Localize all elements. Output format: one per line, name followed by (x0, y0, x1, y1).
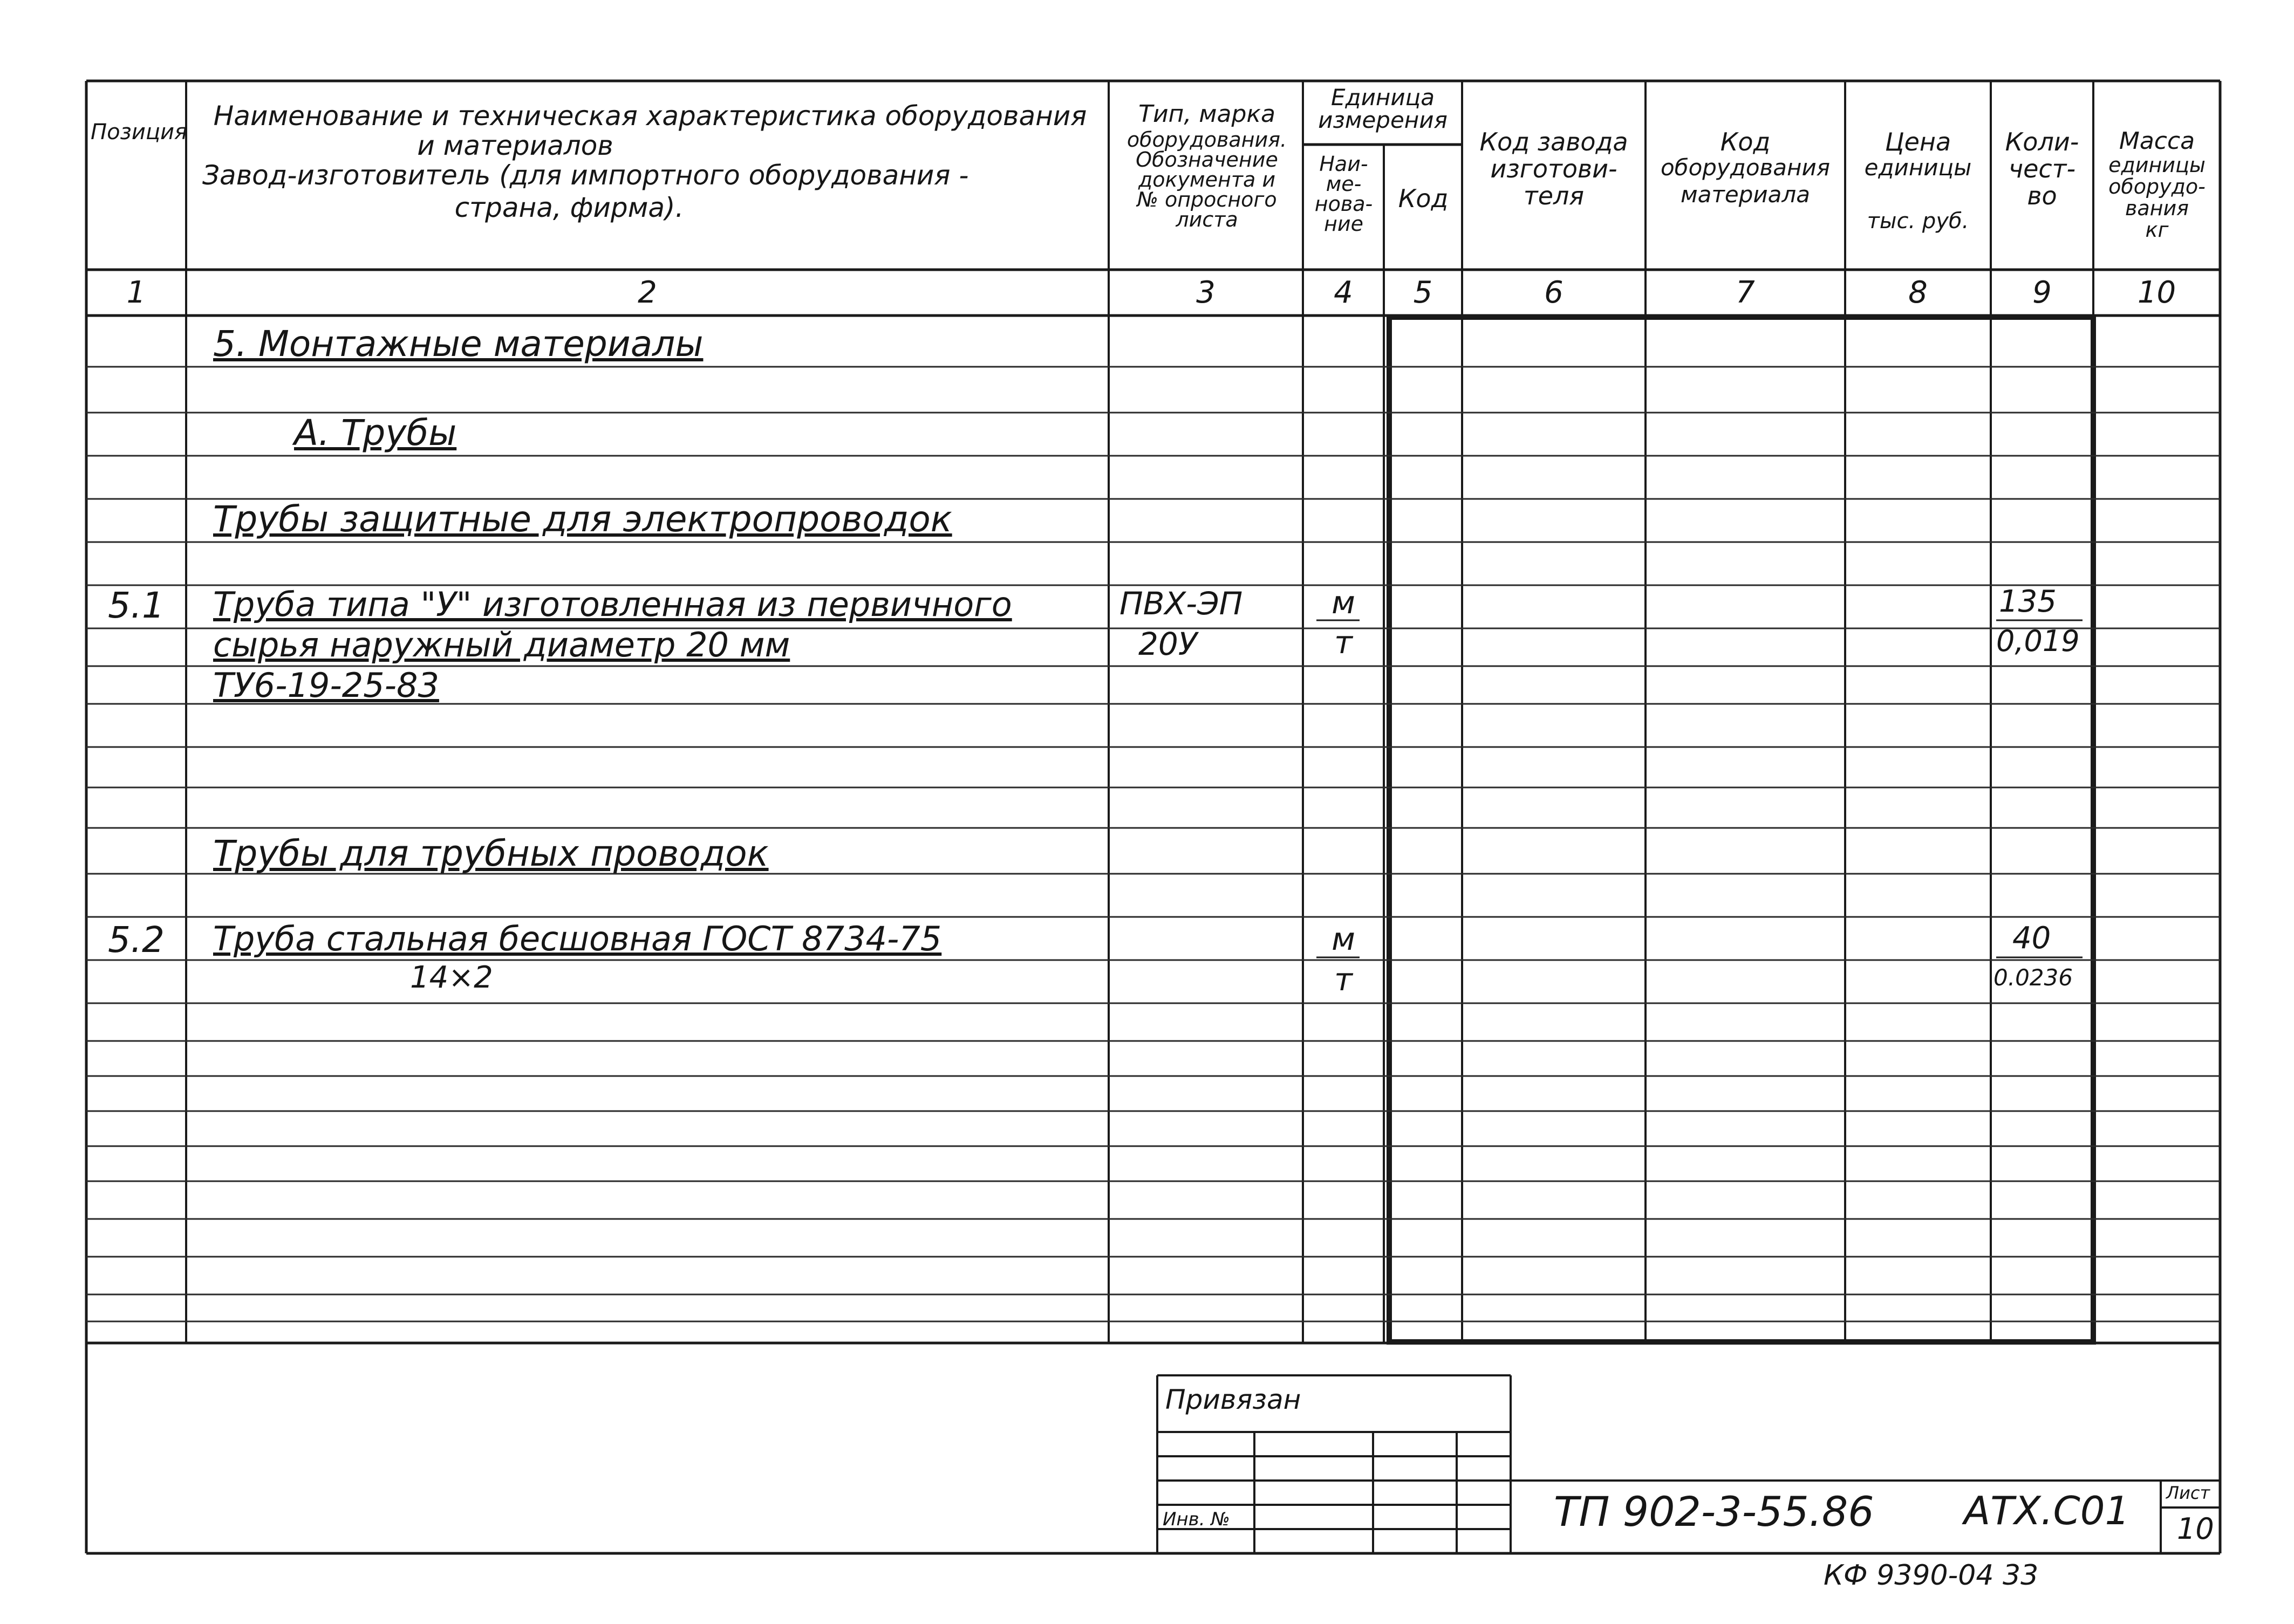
col-number-9: 9 (2032, 275, 2052, 310)
header-unit-name-l1: Наи- (1319, 152, 1368, 176)
item-5-1-mass: 0,019 (1996, 624, 2080, 658)
header-factory-code-l1: Код завода (1479, 127, 1628, 156)
col-number-7: 7 (1736, 275, 1755, 310)
stamp-inv-label: Инв. № (1163, 1509, 1230, 1530)
col-number-10: 10 (2137, 275, 2176, 310)
header-price-l3: тыс. руб. (1867, 209, 1969, 234)
col-number-3: 3 (1196, 275, 1216, 310)
header-unit-name-l3: нова- (1314, 192, 1373, 216)
col-number-5: 5 (1413, 275, 1433, 310)
stamp-archive-number: КФ 9390-04 33 (1824, 1559, 2039, 1592)
item-5-1-line1: Труба типа "У" изготовленная из первичного (213, 585, 1012, 624)
item-5-1-position: 5.1 (108, 585, 165, 626)
stamp-sheet-label: Лист (2166, 1483, 2210, 1503)
item-5-2-position: 5.2 (108, 919, 165, 961)
header-unit-group: Единица измерения (1318, 84, 1448, 133)
header-type-l2: оборудования. (1126, 128, 1287, 152)
header-name-line1: Наименование и техническая характеристика оборудования (213, 100, 1087, 132)
col-number-6: 6 (1544, 275, 1564, 310)
header-mass-l2: единицы (2108, 153, 2206, 177)
header-name-line2: и материалов (417, 130, 613, 161)
header-factory-code-l2: изготови- (1490, 154, 1617, 183)
section-title: 5. Монтажные материалы (213, 323, 704, 365)
header-qty-l1: Коли- (2005, 127, 2079, 156)
stamp-sheet-number: 10 (2177, 1512, 2214, 1546)
stamp-document-code: ТП 902-3-55.86 (1554, 1488, 1874, 1536)
col-number-2: 2 (638, 275, 657, 310)
header-unit-code: Код (1398, 184, 1449, 213)
item-5-1-line3: ТУ6-19-25-83 (213, 666, 439, 705)
item-5-2-unit2: т (1334, 961, 1353, 998)
col-number-1: 1 (126, 275, 146, 310)
header-qty-l2: чест- (2008, 154, 2076, 183)
header-unit-name-l2: ме- (1326, 172, 1362, 196)
stamp-bound-label: Привязан (1165, 1384, 1301, 1415)
item-5-1-type2: 20У (1138, 626, 1198, 662)
item-5-1-unit2: т (1334, 624, 1353, 661)
col-number-4: 4 (1334, 275, 1353, 310)
header-position: Позиция (91, 120, 188, 145)
header-mass-l5: кг (2145, 218, 2169, 242)
item-5-1-qty: 135 (1999, 584, 2057, 619)
header-type-l5: № опросного (1137, 188, 1277, 211)
item-5-1-type1: ПВХ-ЭП (1119, 585, 1243, 622)
header-equip-code-l1: Код (1720, 127, 1771, 156)
item-5-2-line1: Труба стальная бесшовная ГОСТ 8734-75 (213, 919, 942, 958)
header-name-line4: страна, фирма). (454, 192, 684, 223)
header-equip-code-l2: оборудования (1660, 154, 1831, 181)
item-5-1-unit1: м (1332, 584, 1355, 621)
header-factory-code-l3: теля (1523, 181, 1585, 210)
header-unit-name-l4: ние (1324, 212, 1363, 236)
header-price-l1: Цена (1885, 127, 1951, 156)
subsection-title: А. Трубы (294, 412, 457, 454)
header-equip-code-l3: материала (1680, 181, 1810, 208)
header-type-l1: Тип, марка (1138, 100, 1275, 128)
item-5-2-line2: 14×2 (410, 960, 493, 995)
item-5-2-mass: 0.0236 (1993, 964, 2073, 991)
stamp-mark: АТХ.С01 (1964, 1488, 2130, 1533)
header-name-line3: Завод-изготовитель (для импортного оборудования - (202, 160, 969, 191)
header-price-l2: единицы (1864, 154, 1972, 181)
header-mass-l1: Масса (2119, 127, 2195, 155)
group-protective-pipes: Трубы защитные для электропроводок (213, 498, 952, 540)
header-qty-l3: во (2027, 181, 2057, 210)
col-number-8: 8 (1908, 275, 1928, 310)
group-pipe-lines: Трубы для трубных проводок (213, 833, 769, 874)
header-type-l3: Обозначение (1136, 148, 1278, 172)
item-5-2-qty: 40 (2012, 921, 2051, 956)
header-type-l6: листа (1176, 208, 1238, 231)
header-mass-l3: оборудо- (2108, 175, 2206, 198)
header-type-l4: документа и (1138, 168, 1276, 191)
item-5-1-line2: сырья наружный диаметр 20 мм (213, 625, 790, 664)
header-mass-l4: вания (2125, 196, 2189, 220)
item-5-2-unit1: м (1332, 921, 1355, 957)
